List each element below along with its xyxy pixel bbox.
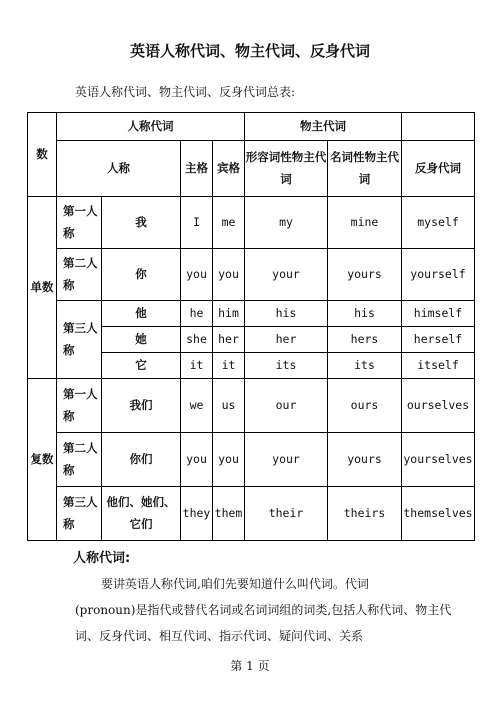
- pronoun-gloss: 我: [102, 197, 181, 249]
- object-form: him: [213, 301, 245, 327]
- person-label: 第三人称: [57, 301, 102, 379]
- object-form: us: [213, 379, 245, 433]
- header-personal-pronouns: 人称代词: [57, 113, 245, 141]
- header-number: 数: [28, 113, 57, 197]
- nominal-possessive-form: mine: [328, 197, 402, 249]
- pronoun-gloss: 他: [102, 301, 181, 327]
- object-form: it: [213, 353, 245, 379]
- document-title: 英语人称代词、物主代词、反身代词: [129, 42, 370, 60]
- adjectival-possessive-form: their: [245, 487, 328, 541]
- page-number: 第 1 页: [230, 659, 270, 673]
- subject-form: it: [181, 353, 213, 379]
- header-nominal-possessive: 名词性物主代词: [328, 141, 402, 197]
- header-blank: [402, 113, 475, 141]
- table-row: [28, 379, 475, 433]
- table-row: [28, 301, 475, 327]
- adjectival-possessive-form: your: [245, 249, 328, 301]
- adjectival-possessive-form: my: [245, 197, 328, 249]
- nominal-possessive-form: its: [328, 353, 402, 379]
- object-form: me: [213, 197, 245, 249]
- header-object-case: 宾格: [213, 141, 245, 197]
- pronoun-gloss: 他们、她们、它们: [102, 487, 181, 541]
- adjectival-possessive-form: her: [245, 327, 328, 353]
- person-label: 第三人称: [57, 487, 102, 541]
- pronoun-gloss: 我们: [102, 379, 181, 433]
- subject-form: she: [181, 327, 213, 353]
- reflexive-form: yourself: [402, 249, 475, 301]
- reflexive-form: ourselves: [402, 379, 475, 433]
- reflexive-form: herself: [402, 327, 475, 353]
- nominal-possessive-form: hers: [328, 327, 402, 353]
- subject-form: we: [181, 379, 213, 433]
- adjectival-possessive-form: your: [245, 433, 328, 487]
- adjectival-possessive-form: his: [245, 301, 328, 327]
- object-form: you: [213, 433, 245, 487]
- section-heading: 人称代词:: [73, 551, 131, 566]
- pronoun-gloss: 你: [102, 249, 181, 301]
- header-reflexive: 反身代词: [402, 141, 475, 197]
- nominal-possessive-form: theirs: [328, 487, 402, 541]
- pronoun-gloss: 她: [102, 327, 181, 353]
- person-label: 第二人称: [57, 433, 102, 487]
- pronoun-gloss: 你们: [102, 433, 181, 487]
- nominal-possessive-form: yours: [328, 433, 402, 487]
- person-label: 第一人称: [57, 197, 102, 249]
- table-row: [28, 433, 475, 487]
- subject-form: I: [181, 197, 213, 249]
- adjectival-possessive-form: our: [245, 379, 328, 433]
- pronoun-table: [27, 112, 475, 541]
- body-paragraph-continued: (pronoun)是指代或替代名词或名词词组的词类,包括人称代词、物主代词、反身代词、相互代词、指示代词、疑问代词、关系: [75, 603, 452, 643]
- subject-form: you: [181, 433, 213, 487]
- header-person: 人称: [57, 141, 181, 197]
- subject-form: they: [181, 487, 213, 541]
- pronoun-gloss: 它: [102, 353, 181, 379]
- table-row: [28, 249, 475, 301]
- header-adjectival-possessive: 形容词性物主代词: [245, 141, 328, 197]
- header-subject-case: 主格: [181, 141, 213, 197]
- reflexive-form: themselves: [402, 487, 475, 541]
- table-row: [28, 487, 475, 541]
- object-form: her: [213, 327, 245, 353]
- reflexive-form: himself: [402, 301, 475, 327]
- header-possessive-pronouns: 物主代词: [245, 113, 402, 141]
- body-paragraph: 要讲英语人称代词,咱们先要知道什么叫代词。代词: [101, 577, 369, 591]
- object-form: you: [213, 249, 245, 301]
- nominal-possessive-form: his: [328, 301, 402, 327]
- plural-label: 复数: [28, 379, 57, 541]
- nominal-possessive-form: yours: [328, 249, 402, 301]
- person-label: 第二人称: [57, 249, 102, 301]
- adjectival-possessive-form: its: [245, 353, 328, 379]
- subject-form: he: [181, 301, 213, 327]
- reflexive-form: itself: [402, 353, 475, 379]
- subject-form: you: [181, 249, 213, 301]
- nominal-possessive-form: ours: [328, 379, 402, 433]
- singular-label: 单数: [28, 197, 57, 379]
- reflexive-form: yourselves: [402, 433, 475, 487]
- table-caption: 英语人称代词、物主代词、反身代词总表:: [75, 85, 296, 99]
- reflexive-form: myself: [402, 197, 475, 249]
- table-row: [28, 197, 475, 249]
- person-label: 第一人称: [57, 379, 102, 433]
- object-form: them: [213, 487, 245, 541]
